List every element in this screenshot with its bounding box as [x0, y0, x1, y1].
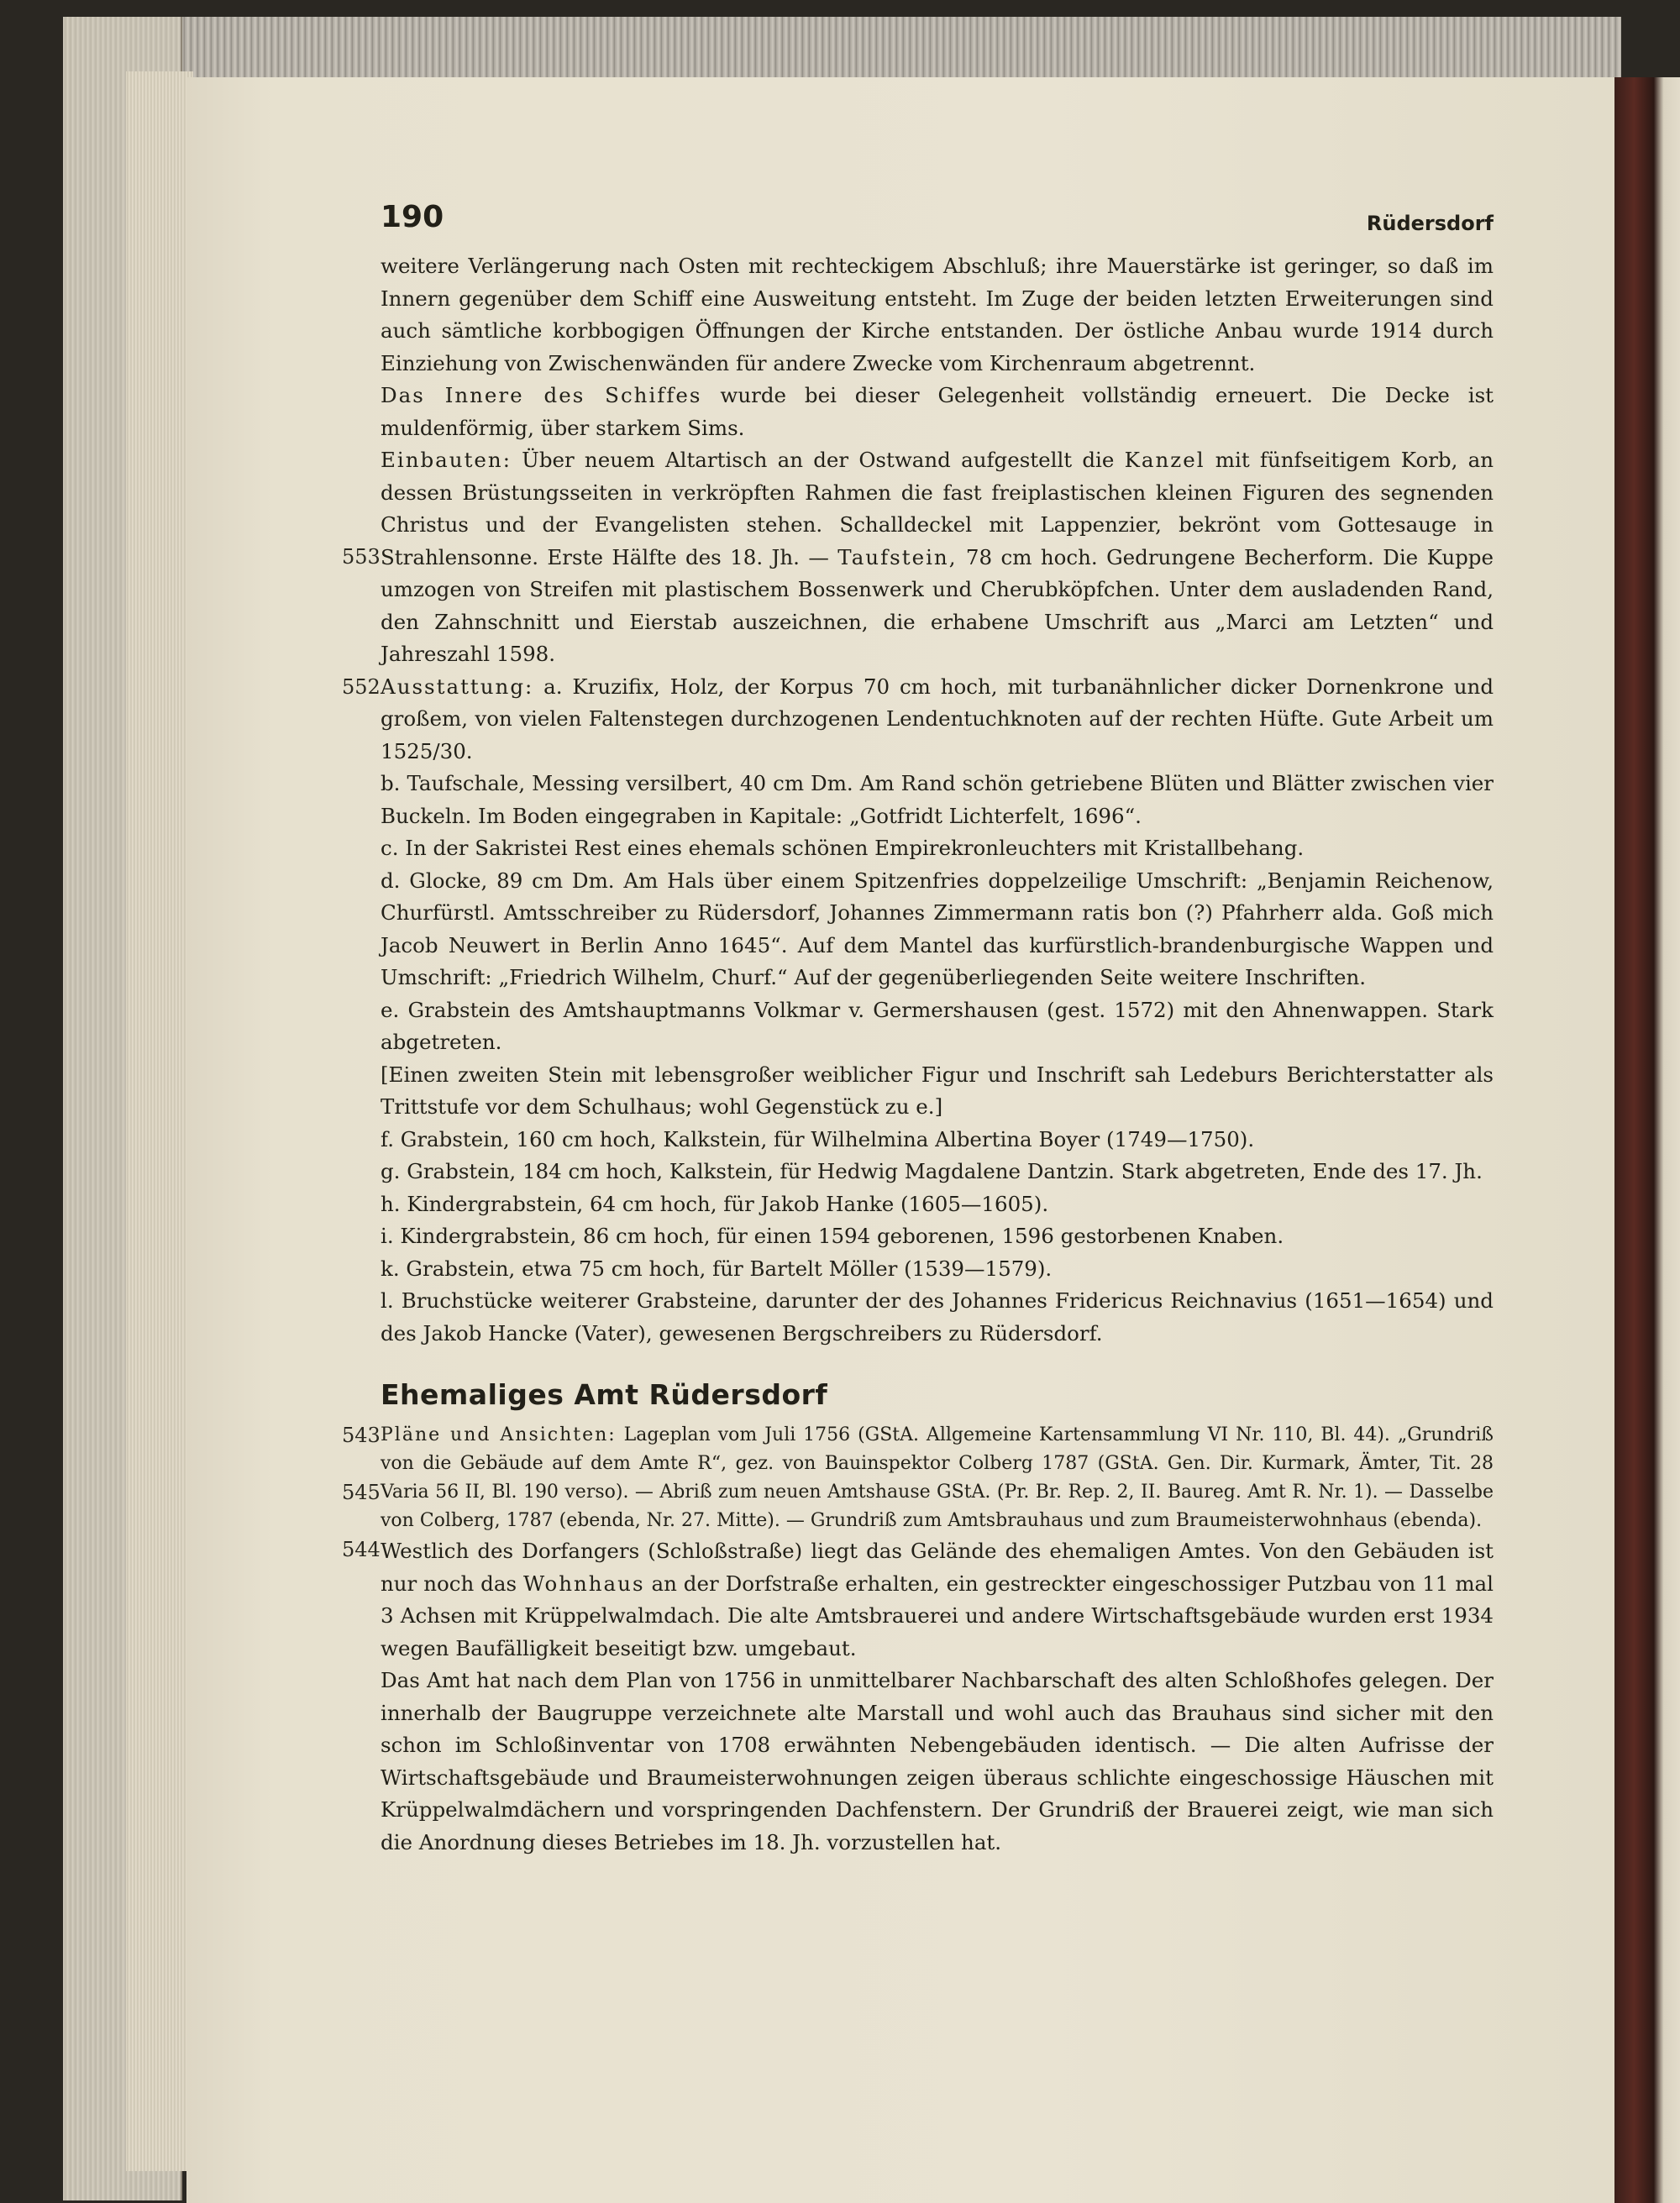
furnishings-item-d: d. Glocke, 89 cm Dm. Am Hals über einem Spitzenfries doppelzeilige Umschrift: „Benjamin Reichenow, Churfürstl. Amtsschreiber zu Rüdersdorf, Johannes Zimmermann ratis bon (?) Pfahrherr alda. Goß mich Jacob Neuwert in Berlin Anno 1645“. Auf dem Mantel das kurfürstlich-brandenburgische Wappen und Umschrift: „Friedrich Wilhelm, Churf.“ Auf der gegenüberliegenden Seite weitere Inschriften.	[381, 868, 1494, 989]
furnishings-item-b: b. Taufschale, Messing versilbert, 40 cm Dm. Am Rand schön getriebene Blüten und Blätter zwischen vier Buckeln. Im Boden eingegraben in Kapitale: „Gotfridt Lichterfelt, 1696“.	[381, 771, 1494, 828]
page-edges	[126, 71, 193, 2171]
margin-number-544: 544	[342, 1538, 381, 1561]
fittings-text-b: mit fünfseitigem Korb, an dessen Brüstungsseiten in verkröpften Rahmen die fast freiplastischen kleinen Figuren des segnenden Christus und der Evangelisten stehen. Schalldeckel mit Lappenzier, bekrönt vom Gottesauge in Strahlensonne. Erste Hälfte des 18. Jh. —	[381, 448, 1494, 569]
label-wohnhaus: Wohnhaus	[522, 1571, 645, 1596]
furnishings-note-bracket: [Einen zweiten Stein mit lebensgroßer weiblicher Figur und Inschrift sah Ledeburs Berichterstatter als Trittstufe vor dem Schulhaus; wohl Gegenstück zu e.]	[381, 1062, 1494, 1119]
label-interior: Das Innere des Schiffes	[381, 383, 702, 407]
amt-site-text-b: an der Dorfstraße erhalten, ein gestreckter eingeschossiger Putzbau von 11 mal 3 Achsen mit Krüppelwalmdach. Die alte Amtsbrauerei und andere Wirtschaftsgebäude wurden erst 1934 wegen Baufälligkeit beseitigt bzw. umgebaut.	[381, 1571, 1494, 1660]
book-top-edge	[84, 17, 1621, 84]
page-text-block	[342, 200, 1494, 1859]
furnishings-item-h: h. Kindergrabstein, 64 cm hoch, für Jakob Hanke (1605—1605).	[381, 1191, 1049, 1216]
facing-page-edge	[1614, 77, 1680, 2203]
paragraph-amt-site	[381, 1535, 1494, 1665]
fittings-text-c: 78 cm hoch. Gedrungene Becherform. Die Kuppe umzogen von Streifen mit plastischem Bossenwerk und Cherubköpfchen. Unter dem ausladenden Rand, den Zahnschnitt und Eierstab auszeichnen, die erhabene Umschrift aus „Marci am Letzten“ und Jahreszahl 1598.	[381, 544, 1494, 666]
paragraph-interior	[381, 380, 1494, 444]
margin-number-ausstattung: 552	[342, 674, 381, 699]
margin-number-taufstein: 553	[342, 545, 381, 569]
paragraph-fittings	[342, 444, 1494, 671]
furnishings-item-c: c. In der Sakristei Rest eines ehemals schönen Empirekronleuchters mit Kristallbehang.	[381, 836, 1305, 860]
margin-number-545: 545	[342, 1481, 381, 1504]
paragraph-furnishings	[342, 671, 1494, 768]
furnishings-item-i: i. Kindergrabstein, 86 cm hoch, für einen 1594 geborenen, 1596 gestorbenen Knaben.	[381, 1224, 1284, 1248]
label-furnishings: Ausstattung:	[381, 674, 534, 699]
margin-number-543: 543	[342, 1424, 381, 1447]
furnishings-item-a: a. Kruzifix, Holz, der Korpus 70 cm hoch, mit turbanähnlicher dicker Dornenkrone und großem, von vielen Faltenstegen durchzogenen Lendentuchknoten auf der rechten Hüfte. Gute Arbeit um 1525/30.	[381, 674, 1494, 763]
paragraph-amt-history: Das Amt hat nach dem Plan von 1756 in unmittelbarer Nachbarschaft des alten Schloßhofes gelegen. Der innerhalb der Baugruppe verzeichnete alte Marstall und wohl auch das Brauhaus sind sicher mit den schon im Schloßinventar von 1708 erwähnten Nebengebäuden identisch. — Die alten Aufrisse der Wirtschaftsgebäude und Braumeisterwohnungen zeigen überaus schlichte eingeschossige Häuschen mit Krüppelwalmdächern und vorspringenden Dachfenstern. Der Grundriß der Brauerei zeigt, wie man sich die Anordnung dieses Betriebes im 18. Jh. vorzustellen hat.	[381, 1668, 1494, 1854]
paragraph-extension: weitere Verlängerung nach Osten mit rechteckigem Abschluß; ihre Mauerstärke ist geringer, so daß im Innern gegenüber dem Schiff eine Ausweitung entsteht. Im Zuge der beiden letzten Erweiterungen sind auch sämtliche korbbogigen Öffnungen der Kirche entstanden. Der östliche Anbau wurde 1914 durch Einziehung von Zwischenwänden für andere Zwecke vom Kirchenraum abgetrennt.	[381, 254, 1494, 375]
furnishings-item-k: k. Grabstein, etwa 75 cm hoch, für Bartelt Möller (1539—1579).	[381, 1256, 1053, 1281]
furnishings-item-f: f. Grabstein, 160 cm hoch, Kalkstein, für Wilhelmina Albertina Boyer (1749—1750).	[381, 1126, 1255, 1151]
amt-site-text-a: Westlich des Dorfangers (Schloßstraße) liegt das Gelände des ehemaligen Amtes. Von den Gebäuden ist nur noch das	[381, 1539, 1494, 1596]
label-plans: Pläne und Ansichten:	[381, 1424, 617, 1445]
paragraph-interior-text: wurde bei dieser Gelegenheit vollständig erneuert. Die Decke ist muldenförmig, über starkem Sims.	[381, 383, 1494, 440]
paragraph-plans	[342, 1421, 1494, 1561]
label-fittings: Einbauten:	[381, 448, 512, 472]
page-header	[381, 200, 1494, 250]
fittings-text-a: Über neuem Altartisch an der Ostwand aufgestellt die	[511, 448, 1125, 472]
furnishings-item-e: e. Grabstein des Amtshauptmanns Volkmar v. Germershausen (gest. 1572) mit den Ahnenwappen. Stark abgetreten.	[381, 997, 1494, 1054]
furnishings-item-g: g. Grabstein, 184 cm hoch, Kalkstein, für Hedwig Magdalene Dantzin. Stark abgetreten, Ende des 17. Jh.	[381, 1159, 1483, 1183]
section-heading-amt: Ehemaliges Amt Rüdersdorf	[381, 1378, 828, 1411]
label-pulpit: Kanzel	[1124, 448, 1205, 472]
running-head: Rüdersdorf	[1366, 212, 1494, 235]
furnishings-item-l: l. Bruchstücke weiterer Grabsteine, darunter der des Johannes Fridericus Reichnavius (1651—1654) und des Jakob Hancke (Vater), gewesenen Bergschreibers zu Rüdersdorf.	[381, 1288, 1494, 1345]
page-number: 190	[381, 200, 444, 234]
plans-text: Lageplan vom Juli 1756 (GStA. Allgemeine Kartensammlung VI Nr. 110, Bl. 44). „Grundriß von die Gebäude auf dem Amte R“, gez. von Bauinspektor Colberg 1787 (GStA. Gen. Dir. Kurmark, Ämter, Tit. 28 Varia 56 II, Bl. 190 verso). — Abriß zum neuen Amtshause GStA. (Pr. Br. Rep. 2, II. Baureg. Amt R. Nr. 1). — Dasselbe von Colberg, 1787 (ebenda, Nr. 27. Mitte). — Grundriß zum Amtsbrauhaus und zum Braumeisterwohnhaus (ebenda).	[381, 1424, 1494, 1531]
label-font: Taufstein,	[837, 544, 958, 569]
